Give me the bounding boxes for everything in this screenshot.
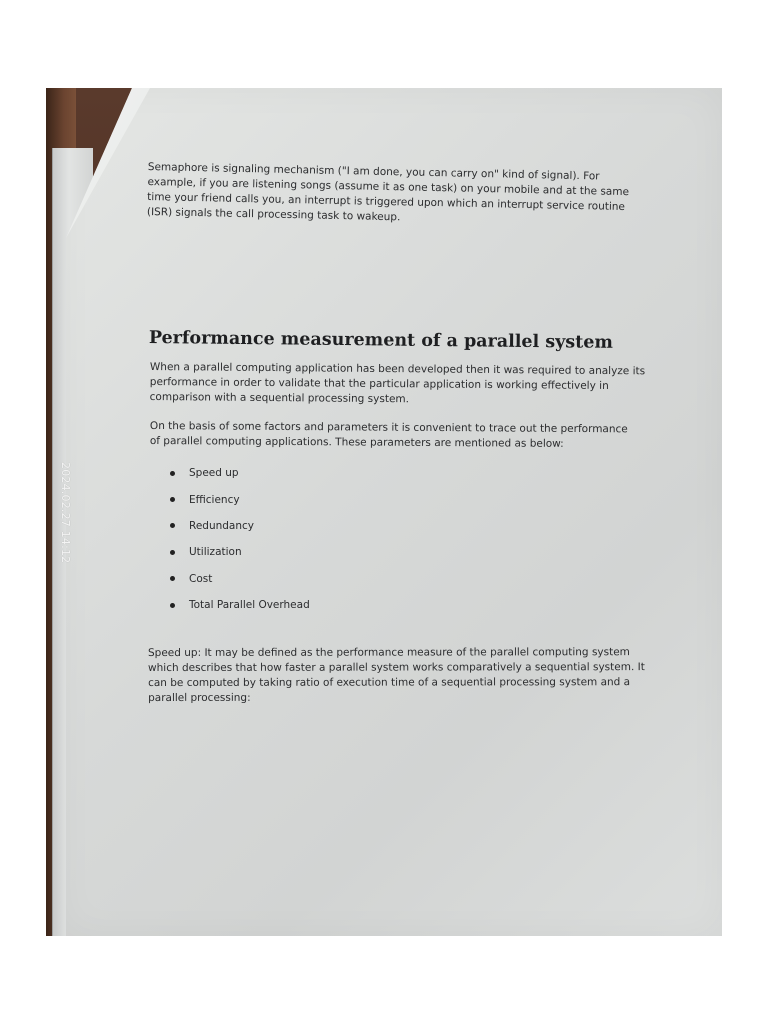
- bullet-icon: [170, 471, 175, 476]
- basis-paragraph: On the basis of some factors and parameters it is convenient to trace out the performance of parallel computing applications. These parameters are mentioned as below:: [149, 419, 628, 450]
- page-content: [46, 88, 722, 936]
- section-heading: Performance measurement of a parallel system: [148, 328, 614, 353]
- intro-paragraph: When a parallel computing application has been developed then it was required to analyze its performance in order to validate that the particular application is working effectively in comparison with a sequential processing system.: [149, 360, 646, 406]
- parameter-list: [170, 460, 310, 618]
- bullet-icon: [170, 550, 175, 555]
- list-item-label: Cost: [189, 572, 213, 585]
- list-item: [170, 460, 310, 486]
- speedup-paragraph: Speed up: It may be defined as the performance measure of the parallel computing system which describes that how faster a parallel system works comparatively a sequential system. It can be computed by taking ratio of execution time of a sequential processing system and a parallel processing:: [148, 646, 645, 704]
- list-item-label: Utilization: [189, 546, 242, 559]
- list-item: [170, 513, 310, 539]
- list-item: [170, 539, 310, 565]
- list-item: [170, 592, 310, 618]
- bullet-icon: [170, 576, 175, 581]
- photo-timestamp: 2024.02.27 14:12: [59, 462, 72, 564]
- bullet-icon: [170, 497, 175, 502]
- bullet-icon: [170, 603, 175, 608]
- list-item-label: Total Parallel Overhead: [189, 599, 310, 612]
- bullet-icon: [170, 523, 175, 528]
- document-photo: [46, 88, 722, 936]
- list-item: [170, 486, 310, 512]
- semaphore-paragraph: Semaphore is signaling mechanism ("I am done, you can carry on" kind of signal). For example, if you are listening songs (assume it as one task) on your mobile and at the same time your friend calls you, an interrupt is triggered upon which an interrupt service routine (ISR) signals the call processing task to wakeup.: [146, 160, 630, 224]
- list-item: [170, 566, 310, 592]
- list-item-label: Speed up: [189, 467, 239, 480]
- list-item-label: Redundancy: [189, 519, 254, 532]
- list-item-label: Efficiency: [189, 493, 240, 506]
